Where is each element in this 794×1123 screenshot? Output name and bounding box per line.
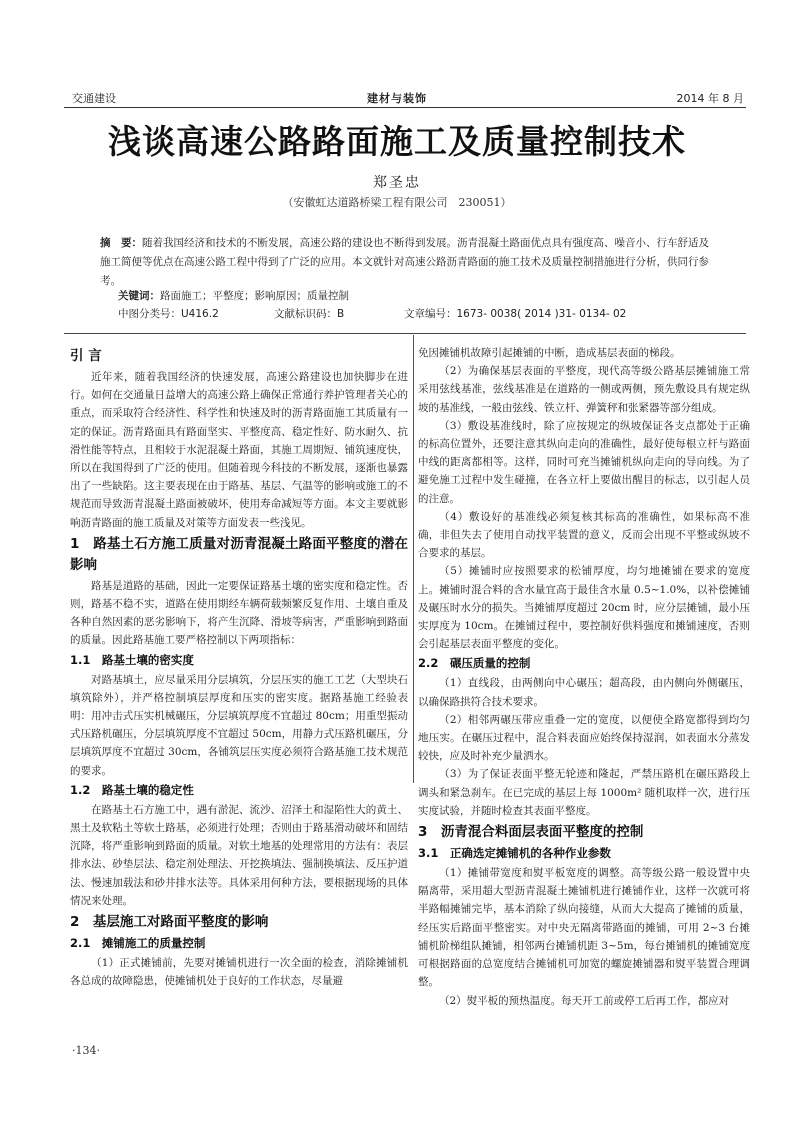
paragraph: （2）为确保基层表面的平整度，现代高等级公路基层摊铺施工常采用弦线基准，弦线基准是在道路的一侧或两侧，预先敷设具有规定纵坡的基准线，一般由弦线、铁立杆、弹簧秤和张紧器等部分组成。 [418,365,750,414]
paragraph: （1）摊铺带宽度和熨平板宽度的调整。高等级公路一般设置中央隔离带，采用超大型沥青混凝土摊铺机进行摊铺作业，这样一次就可将半路幅摊铺完毕，基本消除了纵向接缝，从而大大提高了摊铺的质量，经压实后路面平整密实。对中央无隔离带路面的摊铺，可用 2~3 台摊铺机阶梯组队摊铺，相邻两台摊铺机距 3~5m，每台摊铺机的摊铺宽度可根据路面的总宽度结合摊铺机可加宽的螺旋摊铺器和熨平装置合理调整。 [418,867,750,989]
section-heading: 2 基层施工对路面平整度的影响 [70,914,269,931]
paragraph: 在路基土石方施工中，遇有淤泥、流沙、沼泽土和湿陷性大的黄土、黑土及软粘土等软土路基，必须进行处理；否则由于路基滑动破坏和固结沉降，将严重影响到路面的质量。对软土地基的处理常用的方法有：表层排水法、砂垫层法、稳定剂处理法、开挖换填法、强制换填法、反压护道法、慢速加载法和砂井排水法等。具体采用何种方法，要根据现场的具体情况来处理。 [70,803,408,907]
journal-name: 建材与装饰 [367,92,427,105]
affiliation: （安徽虹达道路桥梁工程有限公司 230051） [282,196,512,209]
header-rule [64,107,746,108]
keywords [118,287,710,306]
section-heading: 引 言 [70,348,102,364]
right-column [418,344,750,1010]
paper-title: 浅谈高速公路路面施工及质量控制技术 [108,122,686,161]
paragraph: （2）相邻两碾压带应重叠一定的宽度，以便使全路宽都得到均匀地压实。在碾压过程中，混合料表面应始终保持湿润，如表面水分蒸发较快，应及时补充少量洒水。 [418,713,750,763]
article-number: 文章编号：1673- 0038( 2014 )31- 0134- 02 [404,308,627,320]
issue-date: 2014 年 8 月 [676,92,744,105]
abstract-label: 摘 要： [100,237,142,249]
subsection-heading: 1.2 路基土壤的稳定性 [70,782,194,797]
abstract [100,234,710,291]
section-heading: 3 沥青混合料面层表面平整度的控制 [418,824,644,841]
subsection-heading: 1.1 路基土壤的密实度 [70,652,194,667]
paragraph: 近年来，随着我国经济的快速发展，高速公路建设也加快脚步在进行。如何在交通量日益增大的高速公路上确保正常通行养护管理者关心的重点，而采取符合经济性、科学性和快速及时的沥青路面施工其质量有一定的保证。沥青路面具有路面坚实、平整度高、稳定性好、防水耐久、抗滑性能等特点，且相较于水泥混凝土路面，其施工周期短、铺筑速度快，所以在我国得到了广泛的使用。但随着现今科技的不断发展，逐渐也暴露出了一些缺陷。这主要表现在由于路基、基层、气温等的影响或施工的不规范而导致沥青混凝土路面被破坏，使用寿命减短等方面。本文主要就影响沥青路面的施工质量及对策等方面发表一些浅见。 [70,371,408,529]
paragraph: （1）正式摊铺前，先要对摊铺机进行一次全面的检查，消除摊铺机各总成的故障隐患，使摊铺机处于良好的工作状态，尽量避 [70,957,408,988]
paragraph: 路基是道路的基础，因此一定要保证路基土壤的密实度和稳定性。否则，路基不稳不实，道路在使用期经车辆荷载频繁反复作用、土壤自重及各种自然因素的恶劣影响下，将产生沉降、滑坡等病害，严重影响到路面的质量。因此路基施工要严格控制以下两项指标： [70,579,408,647]
keywords-text: 路面施工；平整度；影响原因；质量控制 [160,290,349,302]
paragraph: （1）直线段，由两侧向中心碾压；超高段，由内侧向外侧碾压，以确保路拱符合技术要求。 [418,677,750,708]
paragraph: （3）为了保证表面平整无轮迹和隆起，严禁压路机在碾压路段上调头和紧急刹车。在已完成的基层上每 1000m² 随机取样一次，进行压实度试验，并随时检查其表面平整度。 [418,768,750,817]
left-column [70,344,408,990]
author: 郑圣忠 [373,175,421,191]
paragraph: 对路基填土，应尽量采用分层填筑，分层压实的施工工艺（大型块石填筑除外），并严格控制填层厚度和压实的密实度。据路基施工经验表明：用冲击式压实机械碾压，分层填筑厚度不宜超过 80cm；用重型振动式压路机碾压，分层填筑厚度不宜超过 50cm，用静力式压路机碾压，分层填筑厚度不宜超过 30cm，各铺筑层压实度必须符合路基施工技术规范的要求。 [70,673,408,777]
paragraph: （3）敷设基准线时，除了应按规定的纵坡保证各支点都处于正确的标高位置外，还要注意其纵向走向的准确性，最好使每根立杆与路面中线的距离都相等。这样，同时可充当摊铺机纵向走向的导向线。为了避免施工过程中发生碰撞，在各立杆上要做出醒目的标志，以引起人员的注意。 [418,419,750,505]
document-code: 文献标识码：B [274,308,345,320]
journal-section: 交通建设 [72,92,116,105]
paragraph: （4）敷设好的基准线必须复核其标高的准确性，如果标高不准确，非但失去了使用自动找平装置的意义，反而会出现不平整或纵坡不合要求的基层。 [418,510,750,560]
paragraph: 免因摊铺机故障引起摊铺的中断，造成基层表面的梯段。 [418,347,681,359]
page-number: ·134· [72,1044,100,1057]
paragraph: （2）熨平板的预热温度。每天开工前或停工后再工作，都应对 [439,994,730,1007]
section-heading: 1 路基土石方施工质量对沥青混凝土路面平整度的潜在影响 [70,535,408,573]
clc-number: 中图分类号：U416.2 [118,308,219,320]
abstract-text: 随着我国经济和技术的不断发展，高速公路的建设也不断得到发展。沥青混凝土路面优点具有强度高、噪音小、行车舒适及施工简便等优点在高速公路工程中得到了广泛的应用。本文就针对高速公路沥青路面的施工技术及质量控制措施进行分析，供同行参考。 [100,237,709,287]
keywords-label: 关键词： [118,290,160,302]
column-divider [413,335,414,783]
body-rule [64,333,746,334]
subsection-heading: 2.1 摊铺施工的质量控制 [70,936,206,951]
subsection-heading: 3.1 正确选定摊铺机的各种作业参数 [418,846,611,861]
paragraph: （5）摊铺时应按照要求的松铺厚度，均匀地摊铺在要求的宽度上。摊铺时混合料的含水量宜高于最佳含水量 0.5~1.0%，以补偿摊铺及碾压时水分的损失。当摊铺厚度超过 20cm 时，应分层摊铺，最小压实厚度为 10cm。在摊铺过程中，要控制好供料强度和摊铺速度，否则会引起基层表面平整度的变化。 [418,565,750,651]
subsection-heading: 2.2 碾压质量的控制 [418,656,531,671]
